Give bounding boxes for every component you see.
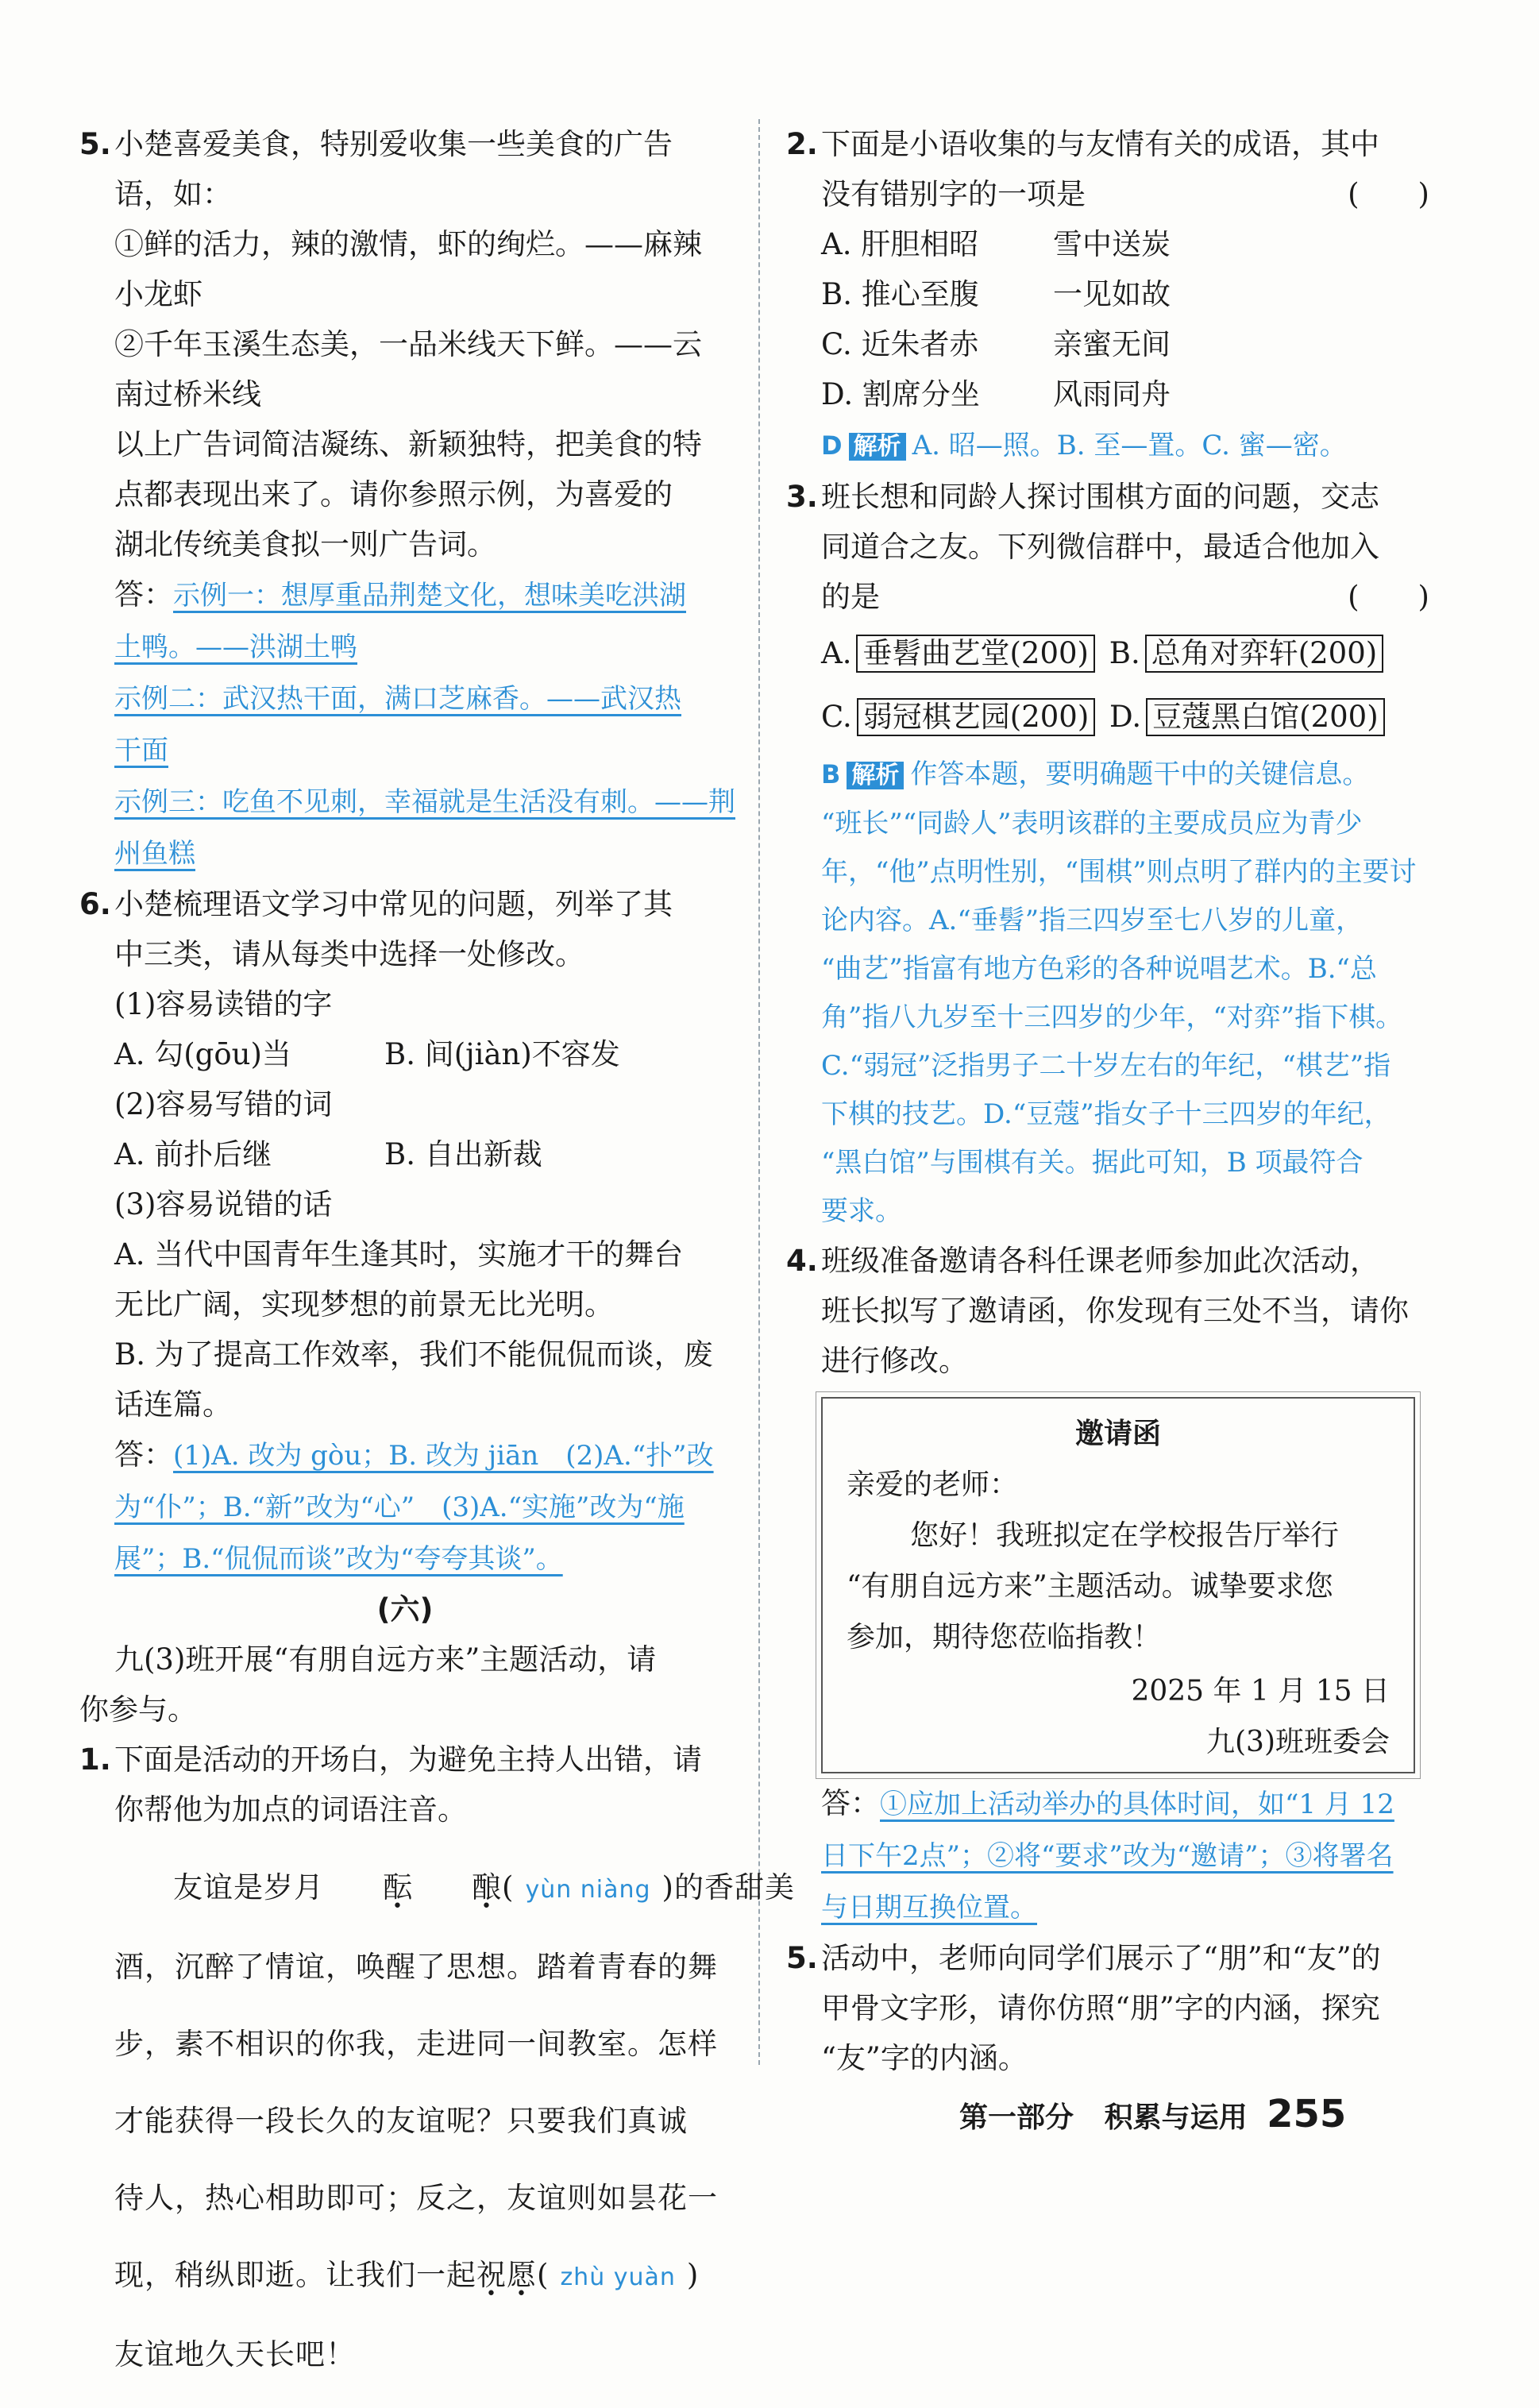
group-name-box: 总角对弈轩(200) xyxy=(1145,635,1384,673)
question-number: 5. xyxy=(79,127,111,161)
answer-analysis: B 解析 作答本题，要明确题干中的关键信息。 “班长”“同龄人”表明该群的主要成员应为青少 年，“他”点明性别，“围棋”则点明了群内的主要讨 论内容。A.“垂髫”指三四岁至七八岁的儿童， “曲艺”指富有地方色彩的各种说唱艺术。B.“总 角”指八九岁至十三四岁的少年，“对弈”指下棋。 C.“弱冠”泛指男子二十岁左右的年纪，“棋艺”指 下棋的技艺。D.“豆蔻”指女子十三四岁的年纪， “黑白馆”与围棋有关。据此可知，B 项最符合 要求。 xyxy=(821,758,1417,1227)
invitation-letter: 邀请函 亲爱的老师： 您好！我班拟定在学校报告厅举行 “有朋自远方来”主题活动。诚挚要求您 参加，期待您莅临指教！ 2025 年 1 月 15 日 九(3)班班委会 xyxy=(821,1397,1415,1773)
group-options-row-1: A. 垂髫曲艺堂(200) B. 总角对弈轩(200) xyxy=(786,622,1437,685)
footer-part: 第一部分 xyxy=(959,2101,1074,2134)
invitation-date: 2025 年 1 月 15 日 xyxy=(1131,1675,1390,1708)
question-6: 6. 小楚梳理语文学习中常见的问题，列举了其 中三类，请从每类中选择一处修改。 (1)容易读错的字 A. 勾(gōu)当 B. 间(jiàn)不容发 (2)容易写错的词 A. 前扑后继 B. 自出新裁 (3)容易说错的话 A. 当代中国青年生逢其时，实施才干的舞台 无比广阔，实现梦想的前景无比光明。 B. 为了提高工作效率，我们不能侃侃而谈，废 话连篇。 答：(1)A. 改为 gòu；B. 改为 jiān (2)A.“扑”改 为“仆”；B.“新”改为“心” (3)A.“实施”改为“施 展”；B.“侃侃而谈”改为“夸夸其谈”。 xyxy=(79,879,731,1584)
section-6: (六) 九(3)班开展“有朋自远方来”主题活动，请 你参与。 xyxy=(79,1584,731,1735)
answer-analysis: D 解析 A. 昭—照。B. 至—置。C. 蜜—密。 xyxy=(821,430,1347,461)
invitation-salutation: 亲爱的老师： xyxy=(847,1468,1019,1501)
analysis-tag: 解析 xyxy=(847,762,904,789)
dotted-char: 酿 xyxy=(472,1870,502,1904)
answer-block: 答：示例一：想厚重品荆楚文化，想味美吃洪湖 土鸭。——洪湖土鸭 示例二：武汉热干面，满口芝麻香。——武汉热 干面 示例三：吃鱼不见刺，幸福就是生活没有刺。——荆 州鱼糕 xyxy=(114,577,735,870)
page-footer xyxy=(959,2092,1346,2136)
option-c: C. 近朱者赤 亲蜜无间 xyxy=(821,327,1171,361)
dotted-char: 愿 xyxy=(507,2258,537,2292)
page-number: 255 xyxy=(1267,2092,1347,2136)
opening-passage: 友谊是岁月 酝 酿( yùn niàng )的香甜美 酒，沉醉了情谊，唤醒了思想。踏着青春的舞 步，素不相识的你我，走进同一间教室。怎样 才能获得一段长久的友谊呢？只要我们真诚 待人，热心相助即可；反之，友谊则如昙花一 现，稍纵即逝。让我们一起祝愿( zhù yuàn ) 友谊地久天长吧！ xyxy=(79,1864,731,2379)
question-number: 1. xyxy=(79,1742,111,1777)
question-3: 3. 班长想和同龄人探讨围棋方面的问题，交志 同道合之友。下列微信群中，最适合他加入 的是 ( ) A. 垂髫曲艺堂(200) B. 总角对弈轩(200) C. 弱冠棋艺园(200) D. 豆蔻黑白馆(200) B 解析 作答本题，要明确题干中的关键信息。 “班长”“同龄人”表明该群的主要成员应为青少 年，“他”点明性别，“围棋”则点明了群内的主要讨 论内容。A.“垂髫”指三四岁至七八岁的儿童， “曲艺”指富有地方色彩的各种说唱艺术。B.“总 角”指八九岁至十三四岁的少年，“对弈”指下棋。 C.“弱冠”泛指男子二十岁左右的年纪，“棋艺”指 下棋的技艺。D.“豆蔻”指女子十三四岁的年纪， “黑白馆”与围棋有关。据此可知，B 项最符合 要求。 xyxy=(786,472,1437,1236)
question-1: 1. 下面是活动的开场白，为避免主持人出错，请 你帮他为加点的词语注音。 友谊是岁月 酝 酿( yùn niàng )的香甜美 酒，沉醉了情谊，唤醒了思想。踏着青春的舞 步，素不相识的你我，走进同一间教室。怎样 才能获得一段长久的友谊呢？只要我们真诚 待人，热心相助即可；反之，友谊则如昙花一 现，稍纵即逝。让我们一起祝愿( zhù yuàn ) 友谊地久天长吧！ xyxy=(79,1735,731,2379)
question-number: 5. xyxy=(786,1941,818,1975)
group-name-box: 豆蔻黑白馆(200) xyxy=(1146,698,1385,736)
column-divider xyxy=(758,119,760,2065)
right-column xyxy=(786,119,1437,2083)
answer-paren: ( ) xyxy=(1348,580,1429,614)
option-d: D. 割席分坐 风雨同舟 xyxy=(821,377,1171,411)
pinyin-answer: zhù yuàn xyxy=(560,2263,676,2291)
invitation-title: 邀请函 xyxy=(1074,1418,1161,1450)
question-5-right: 5. 活动中，老师向同学们展示了“朋”和“友”的 甲骨文字形，请你仿照“朋”字的内涵，探究 “友”字的内涵。 xyxy=(786,1933,1437,2083)
group-name-box: 垂髫曲艺堂(200) xyxy=(856,635,1095,673)
invitation-signer: 九(3)班班委会 xyxy=(1206,1726,1390,1758)
question-number: 2. xyxy=(786,127,818,161)
question-2: 2. 下面是小语收集的与友情有关的成语，其中 没有错别字的一项是 ( ) A. 肝胆相昭 雪中送炭 B. 推心至腹 一见如故 C. 近朱者赤 亲蜜无间 D. 割席分坐 风雨同舟 D 解析 A. 昭—照。B. 至—置。C. 蜜—密。 xyxy=(786,119,1437,472)
group-options-row-2: C. 弱冠棋艺园(200) D. 豆蔻黑白馆(200) xyxy=(786,685,1437,749)
option-b: B. 推心至腹 一见如故 xyxy=(821,277,1171,311)
answer-block: 答：(1)A. 改为 gòu；B. 改为 jiān (2)A.“扑”改 为“仆”；B.“新”改为“心” (3)A.“实施”改为“施 展”；B.“侃侃而谈”改为“夸夸其谈”。 xyxy=(114,1437,714,1575)
answer-paren: ( ) xyxy=(1348,177,1429,211)
dotted-char: 祝 xyxy=(476,2258,507,2292)
answer-block: 答：①应加上活动举办的具体时间，如“1 月 12 日下午2点”；②将“要求”改为“邀请”；③将署名 与日期互换位置。 xyxy=(821,1786,1394,1924)
option-a: A. 肝胆相昭 雪中送炭 xyxy=(821,227,1171,261)
question-number: 4. xyxy=(786,1244,818,1278)
group-name-box: 弱冠棋艺园(200) xyxy=(857,698,1096,736)
question-number: 6. xyxy=(79,887,111,921)
pinyin-answer: yùn niàng xyxy=(525,1876,651,1904)
question-5-left: 5. 小楚喜爱美食，特别爱收集一些美食的广告 语，如： ①鲜的活力，辣的激情，虾的绚烂。——麻辣 小龙虾 ②千年玉溪生态美，一品米线天下鲜。——云 南过桥米线 以上广告词简洁凝练、新颖独特，把美食的特 点都表现出来了。请你参照示例，为喜爱的 湖北传统美食拟一则广告词。 答：示例一：想厚重品荆楚文化，想味美吃洪湖 土鸭。——洪湖土鸭 示例二：武汉热干面，满口芝麻香。——武汉热 干面 示例三：吃鱼不见刺，幸福就是生活没有刺。——荆 州鱼糕 xyxy=(79,119,731,879)
question-4: 4. 班级准备邀请各科任课老师参加此次活动， 班长拟写了邀请函，你发现有三处不当，请你 进行修改。 邀请函 亲爱的老师： 您好！我班拟定在学校报告厅举行 “有朋自远方来”主题活动。诚挚要求您 参加，期待您莅临指教！ 2025 年 1 月 15 日 九(3)班班委会 答：①应加上活动举办的具体时间，如“1 月 12 日下午2点”；②将“要求”改为“邀请”；③将署名 与日期互换位置。 xyxy=(786,1236,1437,1933)
dotted-char: 酝 xyxy=(383,1870,413,1904)
analysis-tag: 解析 xyxy=(849,433,906,461)
question-number: 3. xyxy=(786,480,818,514)
section-title: (六) xyxy=(376,1592,434,1627)
footer-title: 积累与运用 xyxy=(1104,2101,1248,2134)
left-column xyxy=(79,119,795,2408)
